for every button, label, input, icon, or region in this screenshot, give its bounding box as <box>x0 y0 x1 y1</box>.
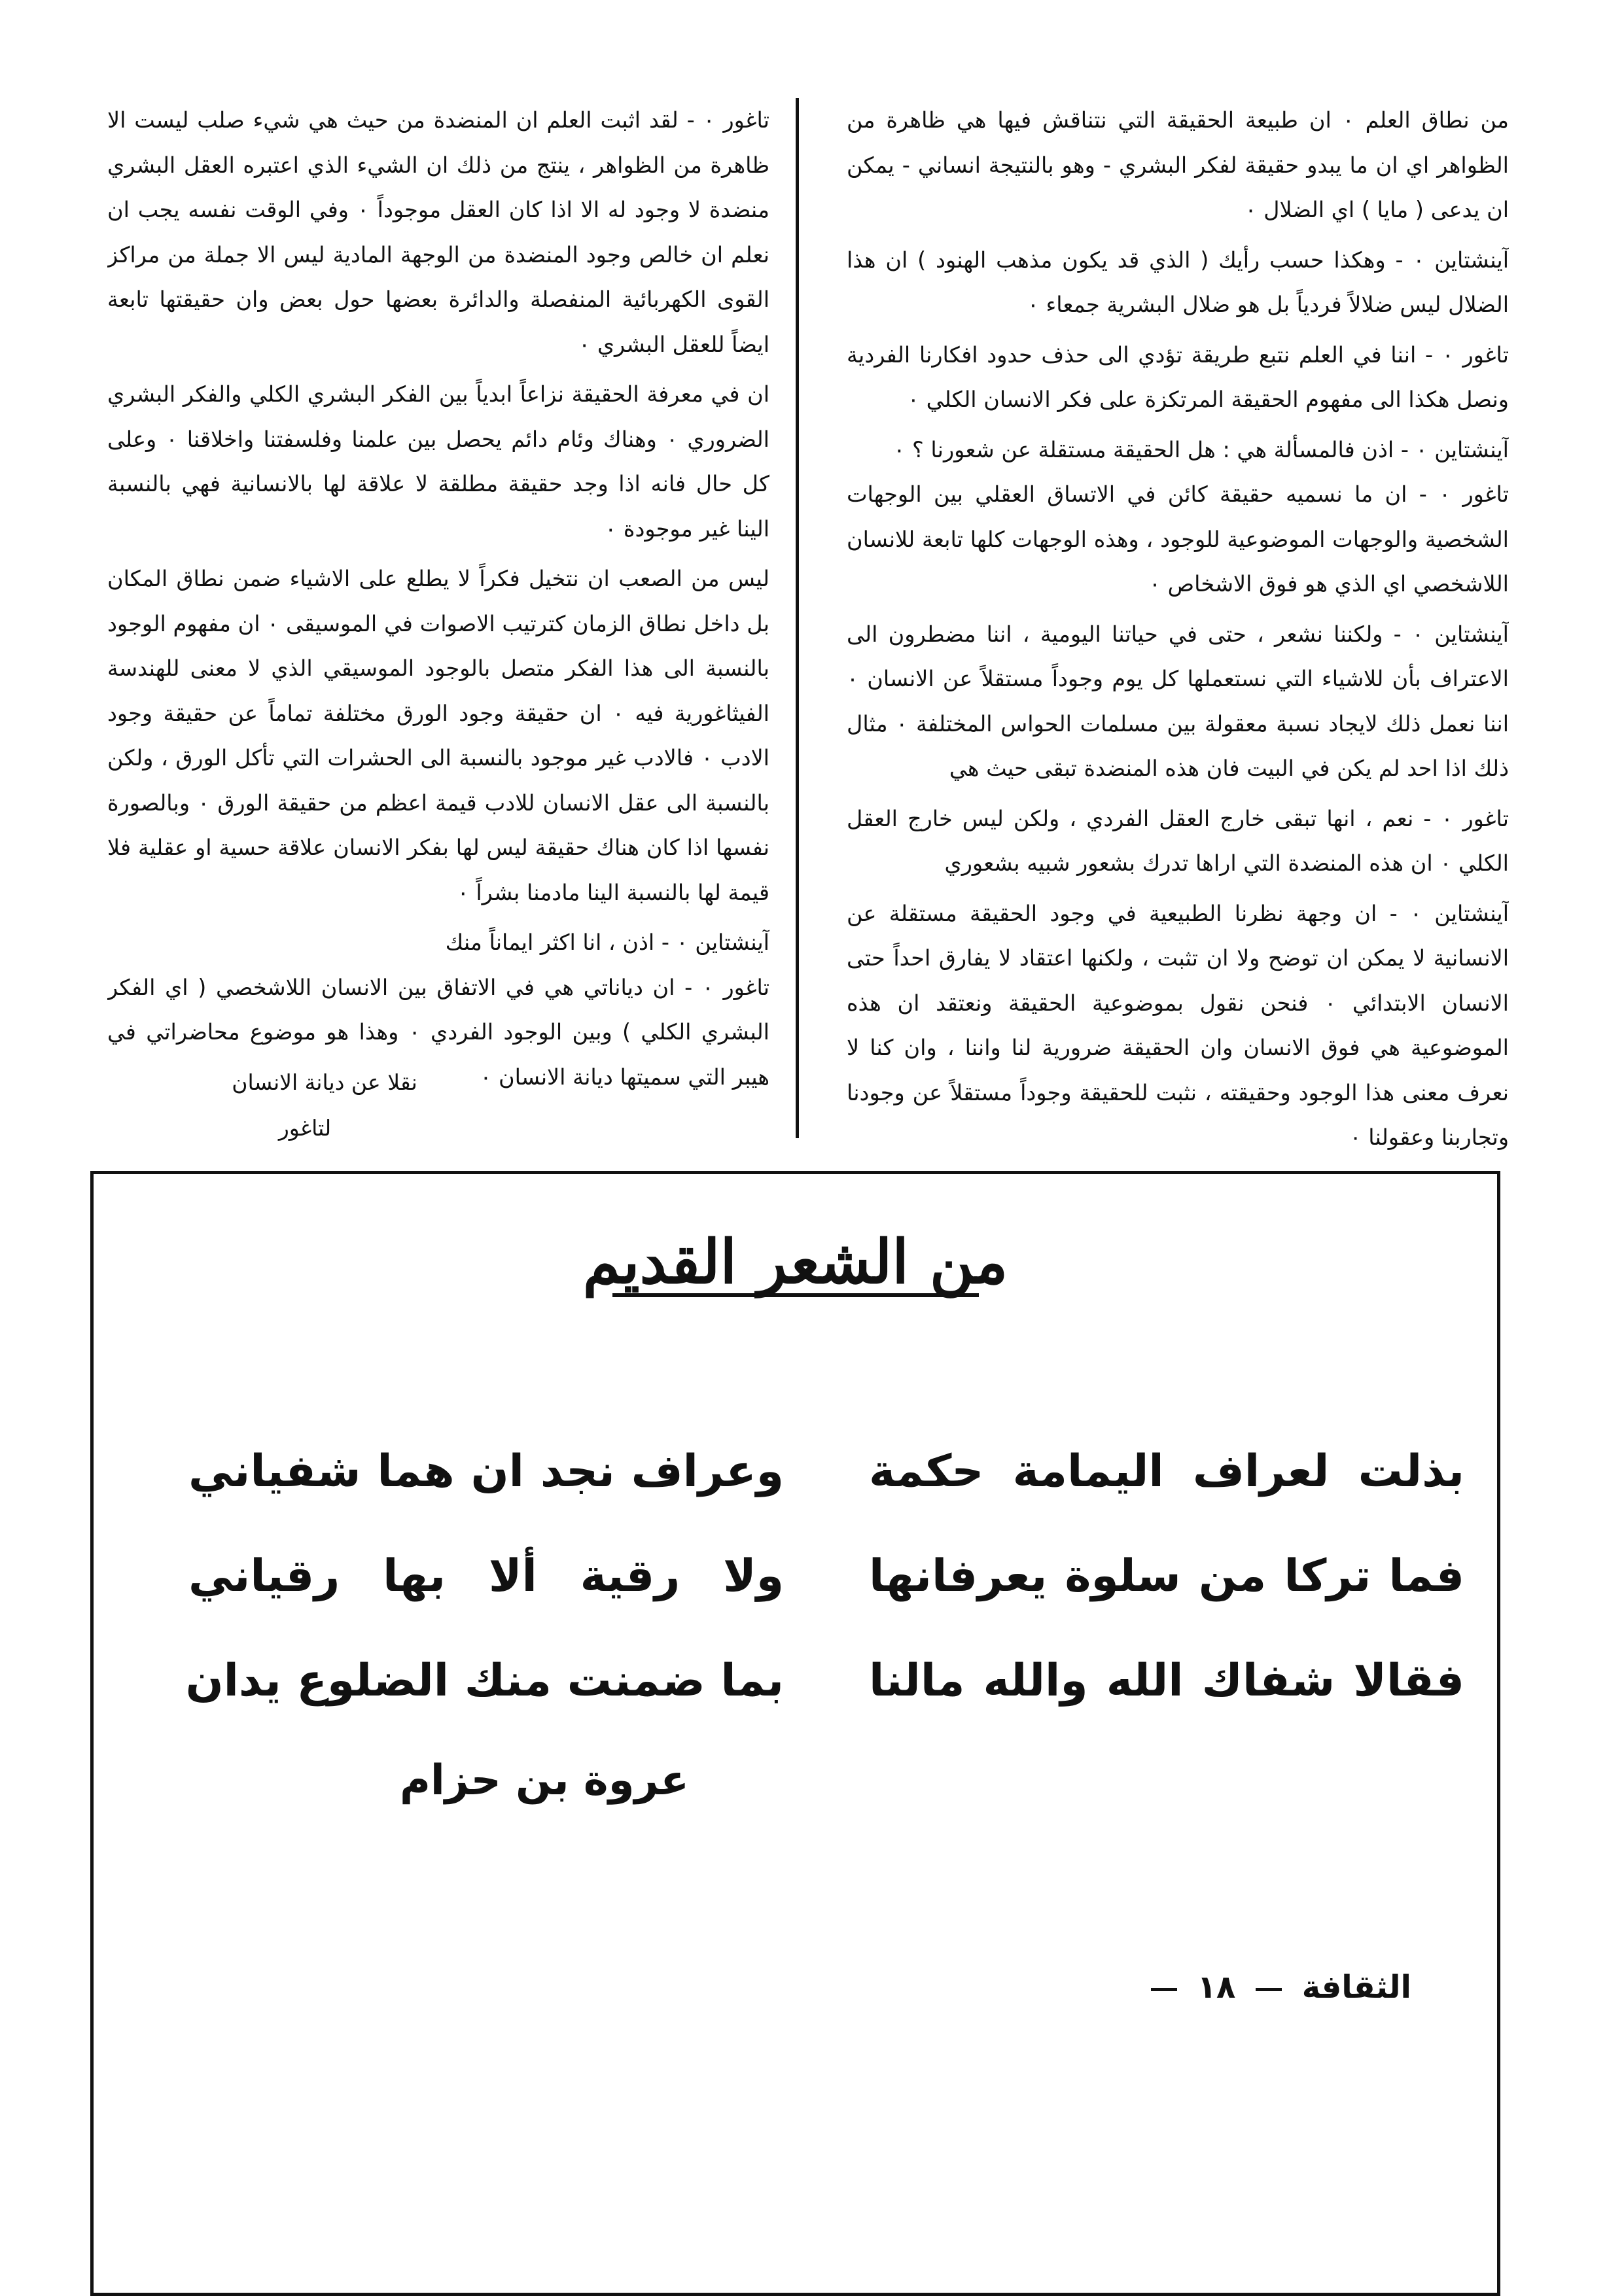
poet-name: عروة بن حزام <box>399 1756 689 1805</box>
paragraph: تاغور ٠ - ان ما نسميه حقيقة كائن في الاتساق العقلي بين الوجهات الشخصية والوجهات الموضوعية للوجود ، وهذه الوجهات كلها تابعة للانسان اللاشخصي اي الذي هو فوق الاشخاص ٠ <box>847 481 1509 597</box>
article-column-left <box>107 98 769 1158</box>
paragraph: آينشتاين ٠ - ان وجهة نظرنا الطبيعية في وجود الحقيقة مستقلة عن الانسانية لا يمكن ان توضح ولا ان تثبت ، ولكنها اعتقاد لا يفارق احداً حتى الانسان الابتدائي ٠ فنحن نقول بموضوعية الحقيقة ونعتقد ان هذه الموضوعية هي فوق الانسان وان الحقيقة ضرورية لنا واننا ، وان كنا لا نعرف معنى هذا الوجود وحقيقته ، نثبت للحقيقة وجوداً مستقلاً عن وجودنا وتجاربنا وعقولنا ٠ <box>847 900 1509 1150</box>
paragraph: آينشتاين ٠ - اذن ، انا اكثر ايماناً منك <box>445 930 769 955</box>
source-title: نقلا عن ديانة الانسان <box>232 1070 417 1095</box>
paragraph: تاغور ٠ - ان دياناتي هي في الاتفاق بين الانسان اللاشخصي ( اي الفكر البشري الكلي ) وبين الوجود الفردي ٠ وهذا هو موضوع محاضراتي في هيبر التي سميتها ديانة الانسان ٠ <box>107 974 769 1090</box>
paragraph: تاغور ٠ - لقد اثبت العلم ان المنضدة من حيث هي شيء صلب ليست الا ظاهرة من الظواهر ، ينتج من ذلك ان الشيء الذي اعتبره العقل البشري منضدة لا وجود له الا اذا كان العقل موجوداً ٠ وفي الوقت نفسه يجب ان نعلم ان خالص وجود المنضدة من الوجهة المادية ليس الا جملة من مراكز القوى الكهربائية المنفصلة والدائرة بعضها حول بعض وان حقيقتها تابعة ايضاً للعقل البشري ٠ <box>107 107 769 357</box>
page-footer <box>1142 1969 1411 2006</box>
paragraph: ليس من الصعب ان نتخيل فكراً لا يطلع على الاشياء ضمن نطاق المكان بل داخل نطاق الزمان كترتيب الاصوات في الموسيقى ٠ ان مفهوم الوجود بالنسبة الى هذا الفكر متصل بالوجود الموسيقي الذي لا معنى للهندسة الفيثاغورية فيه ٠ ان حقيقة وجود الورق مختلفة تماماً عن حقيقة وجود الادب ٠ فالادب غير موجود بالنسبة الى الحشرات التي تأكل الورق ، ولكن بالنسبة الى عقل الانسان للادب قيمة اعظم من حقيقة الورق ٠ وبالصورة نفسها اذا كان هناك حقيقة ليس لها بفكر الانسان علاقة حسية او عقلية فلا قيمة لها بالنسبة الينا مادمنا بشراً ٠ <box>107 566 769 905</box>
paragraph: آينشتاين ٠ - ولكننا نشعر ، حتى في حياتنا اليومية ، اننا مضطرون الى الاعتراف بأن للاشياء التي نستعملها كل يوم وجوداً مستقلاً عن الانسان ٠ اننا نعمل ذلك لايجاد نسبة معقولة بين مسلمات الحواس المختلفة ٠ مثال ذلك اذا احد لم يكن في البيت فان هذه المنضدة تبقى حيث هي <box>847 621 1509 781</box>
poem-title-text: من الشعر القديم <box>582 1226 1008 1297</box>
verse-second-hemistich: بما ضمنت منك الضلوع يدان <box>185 1655 784 1707</box>
poem-title <box>94 1226 1497 1297</box>
source-attribution <box>194 1060 455 1151</box>
paragraph: تاغور ٠ - اننا في العلم نتبع طريقة تؤدي الى حذف حدود افكارنا الفردية ونصل هكذا الى مفهوم الحقيقة المرتكزة على فكر الانسان الكلي ٠ <box>847 341 1509 412</box>
footer-dash <box>1151 1988 1177 1991</box>
verse-second-hemistich: ولا رقية ألا بها رقياني <box>188 1550 784 1602</box>
footer-dash <box>1256 1988 1282 1991</box>
source-author: لتاغور <box>278 1115 332 1141</box>
paragraph: تاغور ٠ - نعم ، انها تبقى خارج العقل الفردي ، ولكن ليس خارج العقل الكلي ٠ ان هذه المنضدة التي اراها تدرك بشعور شبيه بشعوري <box>847 805 1509 876</box>
page-number: ١٨ <box>1197 1969 1236 2006</box>
verse-second-hemistich: وعراف نجد ان هما شفياني <box>188 1446 784 1497</box>
article-column-right <box>847 98 1509 1158</box>
verse-first-hemistich: فما تركا من سلوة يعرفانها <box>869 1550 1464 1602</box>
verse-first-hemistich: فقالا شفاك الله والله مالنا <box>869 1655 1464 1707</box>
column-divider <box>796 98 799 1138</box>
poem-box <box>90 1171 1500 2296</box>
paragraph: ان في معرفة الحقيقة نزاعاً ابدياً بين الفكر البشري الكلي والفكر البشري الضروري ٠ وهناك وئام دائم يحصل بين علمنا وفلسفتنا واخلاقنا ٠ وعلى كل حال فانه اذا وجد حقيقة مطلقة لا علاقة لها بالانسانية فهي بالنسبة الينا غير موجودة ٠ <box>107 381 769 542</box>
paragraph: آينشتاين ٠ - وهكذا حسب رأيك ( الذي قد يكون مذهب الهنود ) ان هذا الضلال ليس ضلالاً فردياً بل هو ضلال البشرية جمعاء ٠ <box>847 247 1509 317</box>
paragraph: من نطاق العلم ٠ ان طبيعة الحقيقة التي نتناقش فيها هي ظاهرة من الظواهر اي ان ما يبدو حقيقة لفكر البشري - وهو بالنتيجة انساني - يمكن ان يدعى ( مايا ) اي الضلال ٠ <box>847 107 1509 222</box>
magazine-name: الثقافة <box>1301 1969 1411 2006</box>
paragraph: آينشتاين ٠ - اذن فالمسألة هي : هل الحقيقة مستقلة عن شعورنا ؟ ٠ <box>893 436 1509 462</box>
verse-first-hemistich: بذلت لعراف اليمامة حكمة <box>869 1446 1464 1497</box>
